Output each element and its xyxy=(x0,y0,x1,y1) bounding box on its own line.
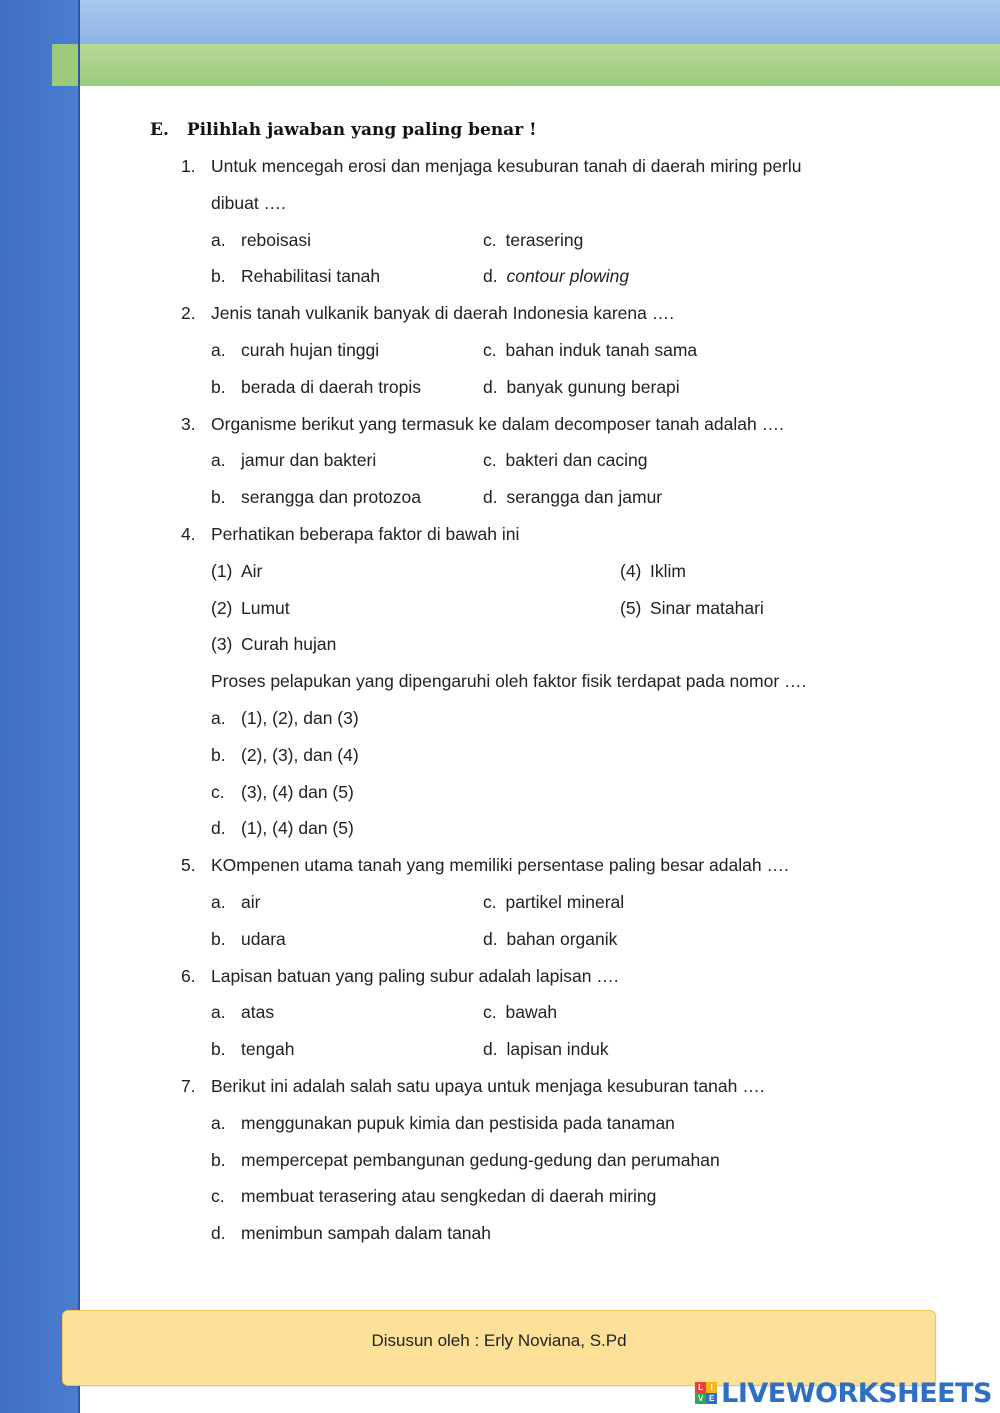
q2-option-d xyxy=(483,377,680,398)
q3-option-d-label: d. xyxy=(483,487,503,508)
q1-option-d xyxy=(483,266,629,287)
q5-option-d xyxy=(483,929,617,950)
q5-option-c-label: c. xyxy=(483,892,502,912)
question-4-prompt xyxy=(211,671,806,692)
q5-option-c-text: partikel mineral xyxy=(505,892,625,912)
q1-option-b xyxy=(211,266,380,287)
question-6-text: Lapisan batuan yang paling subur adalah lapisan …. xyxy=(211,965,619,986)
q5-option-b-label: b. xyxy=(211,928,226,949)
q4-option-c-text: (3), (4) dan (5) xyxy=(241,781,354,802)
q3-option-d-text: serangga dan jamur xyxy=(506,487,663,508)
q7-option-d-label: d. xyxy=(211,1223,226,1244)
q6-option-c-text: bawah xyxy=(505,1002,558,1023)
q7-option-d xyxy=(211,1223,491,1244)
q4-option-c-label: c. xyxy=(211,781,225,802)
q6-option-a-label: a. xyxy=(211,1002,226,1023)
q1-option-c-text: terasering xyxy=(505,229,584,250)
q5-option-a-text: air xyxy=(241,892,261,912)
q5-option-d-text: bahan organik xyxy=(506,928,618,949)
footer-box xyxy=(62,1310,936,1386)
q7-option-b xyxy=(211,1150,720,1171)
q6-option-d-label: d. xyxy=(483,1039,503,1060)
q5-option-b xyxy=(211,929,286,950)
factor-5-text: Sinar matahari xyxy=(650,597,764,618)
q5-option-b-text: udara xyxy=(241,928,286,949)
q7-option-d-text: menimbun sampah dalam tanah xyxy=(241,1223,492,1244)
question-7 xyxy=(181,1076,765,1097)
factor-4-text: Iklim xyxy=(650,560,686,581)
q4-option-b-label: b. xyxy=(211,744,226,765)
q4-option-a-text: (1), (2), dan (3) xyxy=(241,708,359,728)
question-6 xyxy=(181,966,619,987)
q4-option-d xyxy=(211,818,354,839)
q5-option-c xyxy=(483,892,624,913)
question-2-text: Jenis tanah vulkanik banyak di daerah Indonesia karena …. xyxy=(211,303,675,324)
factor-1 xyxy=(211,561,262,582)
section-title: Pilihlah jawaban yang paling benar ! xyxy=(186,120,537,140)
header-band-blue xyxy=(30,0,1000,44)
question-5-label: 5. xyxy=(181,855,196,876)
q6-option-c xyxy=(483,1002,557,1023)
liveworksheets-logo xyxy=(695,1378,992,1408)
q7-option-c-label: c. xyxy=(211,1186,225,1207)
question-4-text: Perhatikan beberapa faktor di bawah ini xyxy=(211,524,520,544)
q3-option-a-label: a. xyxy=(211,450,226,471)
section-letter: E. xyxy=(150,120,169,140)
question-2-label: 2. xyxy=(181,303,196,324)
factor-2 xyxy=(211,598,290,619)
question-5-text: KOmpenen utama tanah yang memiliki persentase paling besar adalah …. xyxy=(211,855,789,876)
q3-option-b-label: b. xyxy=(211,487,226,508)
q2-option-b xyxy=(211,377,421,398)
q6-option-d-text: lapisan induk xyxy=(506,1039,609,1060)
factor-3-label: (3) xyxy=(211,634,233,655)
q2-option-c-label: c. xyxy=(483,340,502,360)
footer-author: Disusun oleh : Erly Noviana, S.Pd xyxy=(371,1331,627,1350)
factor-4 xyxy=(620,561,686,582)
q3-option-d xyxy=(483,487,662,508)
q4-option-d-label: d. xyxy=(211,818,226,839)
q3-option-a xyxy=(211,450,376,471)
header-band-green xyxy=(52,44,1000,86)
question-1-cont-text: dibuat …. xyxy=(211,192,286,213)
q6-option-a-text: atas xyxy=(241,1002,275,1023)
q7-option-b-label: b. xyxy=(211,1149,226,1170)
question-3-text: Organisme berikut yang termasuk ke dalam decomposer tanah adalah …. xyxy=(211,413,784,434)
q2-option-a-text: curah hujan tinggi xyxy=(241,340,380,360)
question-2 xyxy=(181,303,674,324)
q6-option-b xyxy=(211,1039,295,1060)
factor-5 xyxy=(620,598,764,619)
factor-3-text: Curah hujan xyxy=(241,634,337,655)
q1-option-c-label: c. xyxy=(483,229,502,250)
q2-option-c-text: bahan induk tanah sama xyxy=(505,340,698,360)
q4-option-d-text: (1), (4) dan (5) xyxy=(241,818,354,839)
q7-option-b-text: mempercepat pembangunan gedung-gedung dan perumahan xyxy=(241,1149,720,1170)
question-5 xyxy=(181,855,789,876)
q5-option-a xyxy=(211,892,260,913)
q4-option-a-label: a. xyxy=(211,708,226,728)
q7-option-c xyxy=(211,1186,656,1207)
q4-option-c xyxy=(211,782,354,803)
left-side-bar xyxy=(0,0,80,1413)
q3-option-c-text: bakteri dan cacing xyxy=(505,450,648,471)
question-3-label: 3. xyxy=(181,413,196,434)
q6-option-d xyxy=(483,1039,609,1060)
factor-2-label: (2) xyxy=(211,597,233,618)
q1-option-b-text: Rehabilitasi tanah xyxy=(241,266,381,287)
q6-option-b-label: b. xyxy=(211,1039,226,1060)
q6-option-b-text: tengah xyxy=(241,1039,295,1060)
logo-text: LIVEWORKSHEETS xyxy=(721,1377,992,1409)
q7-option-a-text: menggunakan pupuk kimia dan pestisida pada tanaman xyxy=(241,1112,675,1133)
factor-1-text: Air xyxy=(241,560,263,581)
question-1-cont xyxy=(211,193,286,214)
q4-option-b-text: (2), (3), dan (4) xyxy=(241,744,359,765)
section-heading xyxy=(150,120,537,140)
q2-option-a-label: a. xyxy=(211,340,226,360)
question-4 xyxy=(181,524,519,545)
q5-option-d-label: d. xyxy=(483,928,503,949)
q7-option-c-text: membuat terasering atau sengkedan di daerah miring xyxy=(241,1186,657,1207)
question-1-label: 1. xyxy=(181,156,196,176)
q3-option-c-label: c. xyxy=(483,450,502,471)
q3-option-a-text: jamur dan bakteri xyxy=(241,450,377,471)
q3-option-c xyxy=(483,450,648,471)
factor-3 xyxy=(211,634,336,655)
q1-option-a xyxy=(211,230,311,251)
factor-5-label: (5) xyxy=(620,597,642,618)
q2-option-d-label: d. xyxy=(483,376,503,397)
q1-option-d-text: contour plowing xyxy=(506,266,630,287)
q5-option-a-label: a. xyxy=(211,892,226,912)
q7-option-a-label: a. xyxy=(211,1112,226,1133)
q6-option-a xyxy=(211,1002,274,1023)
q1-option-a-label: a. xyxy=(211,229,226,250)
q4-option-b xyxy=(211,745,359,766)
question-7-text: Berikut ini adalah salah satu upaya untuk menjaga kesuburan tanah …. xyxy=(211,1076,765,1096)
q2-option-d-text: banyak gunung berapi xyxy=(506,376,680,397)
q7-option-a xyxy=(211,1113,675,1134)
q1-option-b-label: b. xyxy=(211,266,226,287)
question-3 xyxy=(181,414,784,435)
factor-1-label: (1) xyxy=(211,560,233,581)
question-4-label: 4. xyxy=(181,524,196,544)
factor-2-text: Lumut xyxy=(241,597,290,618)
q1-option-d-label: d. xyxy=(483,266,503,287)
q3-option-b xyxy=(211,487,421,508)
q2-option-b-text: berada di daerah tropis xyxy=(241,376,421,397)
q1-option-a-text: reboisasi xyxy=(241,229,312,250)
q2-option-a xyxy=(211,340,379,361)
q1-option-c xyxy=(483,230,583,251)
q4-option-a xyxy=(211,708,359,729)
q6-option-c-label: c. xyxy=(483,1002,502,1023)
question-1 xyxy=(181,156,802,177)
q3-option-b-text: serangga dan protozoa xyxy=(241,487,421,508)
q2-option-b-label: b. xyxy=(211,376,226,397)
q2-option-c xyxy=(483,340,697,361)
logo-mark-icon: L I V E xyxy=(695,1382,717,1404)
factor-4-label: (4) xyxy=(620,560,642,581)
question-7-label: 7. xyxy=(181,1076,196,1096)
question-4-prompt-text: Proses pelapukan yang dipengaruhi oleh faktor fisik terdapat pada nomor …. xyxy=(211,671,807,692)
question-1-text: Untuk mencegah erosi dan menjaga kesuburan tanah di daerah miring perlu xyxy=(211,156,802,176)
question-6-label: 6. xyxy=(181,965,196,986)
